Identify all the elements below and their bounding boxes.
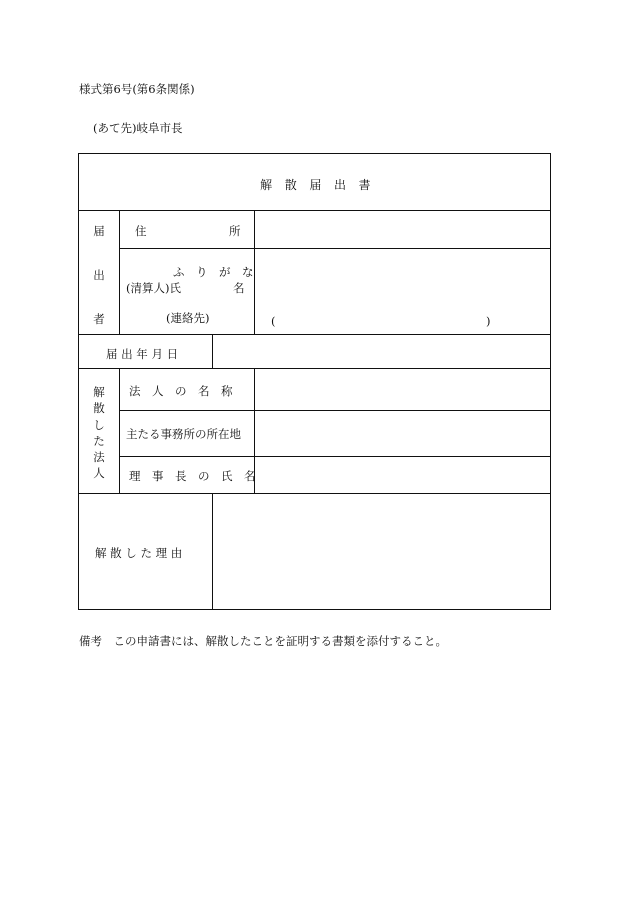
corp-char-4: た <box>93 434 105 448</box>
corp-char-5: 法 <box>93 450 105 464</box>
office-location-label: 主たる事務所の所在地 <box>126 427 241 441</box>
addressee: (あて先)岐阜市長 <box>93 121 183 135</box>
address-label-right: 所 <box>229 224 241 238</box>
corp-char-1: 解 <box>93 385 105 399</box>
corp-char-6: 人 <box>93 466 105 480</box>
address-label-left: 住 <box>135 224 147 238</box>
name-furigana-label: ふ り が な <box>173 265 254 279</box>
remarks-note: 備考 この申請書には、解散したことを証明する書類を添付すること。 <box>79 634 447 648</box>
contact-paren-open: ( <box>271 314 276 328</box>
form-title: 解 散 届 出 書 <box>260 178 371 192</box>
notifier-char-2: 出 <box>93 268 105 282</box>
contact-label: (連絡先) <box>166 311 210 325</box>
corp-name-label: 法 人 の 名 称 <box>129 384 233 398</box>
notifier-char-3: 者 <box>93 312 105 326</box>
dissolution-reason-label: 解 散 し た 理 由 <box>95 546 183 560</box>
corp-char-2: 散 <box>93 401 105 415</box>
name-label-suffix: 名 <box>233 281 245 295</box>
notifier-char-1: 届 <box>93 224 105 238</box>
form-number: 様式第6号(第6条関係) <box>79 82 195 96</box>
notification-form-table <box>78 153 551 610</box>
corp-char-3: し <box>93 418 105 432</box>
contact-paren-close: ) <box>486 314 491 328</box>
date-label: 届 出 年 月 日 <box>106 347 179 361</box>
chairman-name-label: 理 事 長 の 氏 名 <box>129 469 256 483</box>
name-label-prefix: (清算人)氏 <box>126 281 181 295</box>
